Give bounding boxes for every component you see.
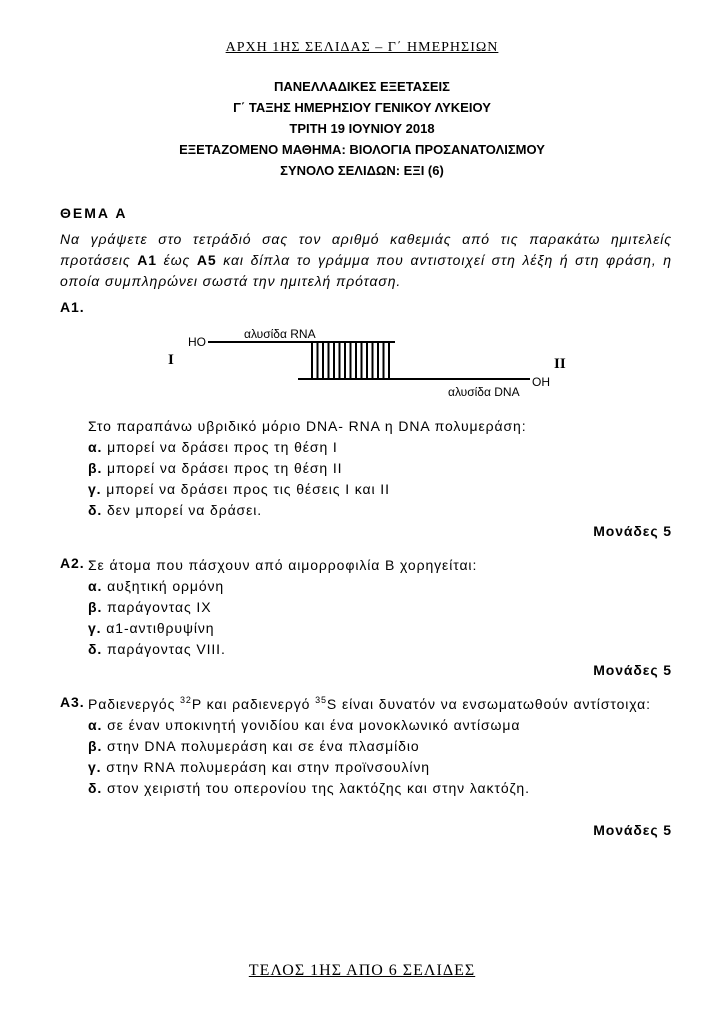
instructions: [60, 229, 672, 292]
title-line: ΤΡΙΤΗ 19 ΙΟΥΝΙΟΥ 2018: [289, 121, 435, 136]
option-text: παράγοντας VIII.: [106, 641, 226, 657]
option-text: μπορεί να δράσει προς τη θέση ΙΙ: [107, 460, 343, 476]
option-letter: β.: [88, 460, 103, 476]
marks-a1: Μονάδες 5: [593, 523, 672, 539]
position-ii-label: II: [554, 356, 566, 372]
marks-a3: Μονάδες 5: [593, 822, 672, 838]
instructions-text: Να γράψετε στο τετράδιό σας τον αριθμό καθεμιάς από τις παρακάτω ημιτελείς προτάσεις: [60, 231, 672, 268]
position-i-label: I: [168, 352, 174, 368]
isotope-mass-35: 35: [315, 695, 327, 705]
option-a1-b: [60, 458, 672, 479]
title-line: ΣΥΝΟΛΟ ΣΕΛΙΔΩΝ: ΕΞΙ (6): [280, 163, 444, 178]
option-text: α1-αντιθρυψίνη: [106, 620, 215, 636]
ho-label: HO: [188, 335, 206, 349]
option-a1-a: [60, 437, 672, 458]
dna-strand-label: αλυσίδα DNA: [448, 385, 520, 399]
option-text: στον χειριστή του οπερονίου της λακτόζης και στην λακτόζη.: [106, 780, 530, 796]
exam-title-block: [0, 76, 724, 181]
title-line: ΠΑΝΕΛΛΑΔΙΚΕΣ ΕΞΕΤΑΣΕΙΣ: [274, 79, 450, 94]
question-a2-label: Α2.: [60, 555, 85, 571]
option-text: μπορεί να δράσει προς τη θέση Ι: [107, 439, 338, 455]
theme-title: ΘΕΜΑ Α: [60, 205, 128, 221]
instructions-text: έως: [157, 252, 197, 268]
instructions-a5: Α5: [196, 252, 217, 268]
option-text: στην DNA πολυμεράση και σε ένα πλασμίδιο: [107, 738, 420, 754]
instructions-a1: Α1: [137, 252, 157, 268]
option-a2-a: [60, 576, 672, 597]
option-letter: δ.: [88, 502, 103, 518]
page-header: ΑΡΧΗ 1ΗΣ ΣΕΛΙΔΑΣ – Γ΄ ΗΜΕΡΗΣΙΩΝ: [225, 40, 499, 55]
question-a3-stem: [88, 694, 672, 715]
option-letter: δ.: [88, 641, 103, 657]
option-a2-d: [60, 639, 672, 660]
base-pair-rungs: [312, 342, 389, 379]
option-a1-d: [60, 500, 672, 521]
option-a3-a: [60, 715, 672, 736]
instructions-text: και δίπλα το γράμμα που αντιστοιχεί στη λέξη ή στη φράση, η οποία συμπληρώνει σωστά την ημιτελή πρόταση.: [60, 252, 672, 289]
option-letter: α.: [88, 717, 103, 733]
question-a2: [60, 555, 672, 681]
option-a3-c: [60, 757, 672, 778]
option-letter: γ.: [88, 759, 102, 775]
option-text: σε έναν υποκινητή γονιδίου και ένα μονοκλωνικό αντίσωμα: [107, 717, 521, 733]
page-footer: ΤΕΛΟΣ 1ΗΣ ΑΠΟ 6 ΣΕΛΙΔΕΣ: [248, 962, 476, 979]
option-text: στην RNA πολυμεράση και στην προϊνσουλίνη: [106, 759, 430, 775]
question-a1-stem: Στο παραπάνω υβριδικό μόριο DNA- RNA η DNA πολυμεράση:: [88, 418, 527, 434]
option-a3-d: [60, 778, 672, 799]
option-letter: δ.: [88, 780, 103, 796]
option-a1-c: [60, 479, 672, 500]
option-a3-b: [60, 736, 672, 757]
option-letter: α.: [88, 439, 103, 455]
option-letter: β.: [88, 599, 103, 615]
oh-label: OH: [532, 375, 550, 389]
option-letter: β.: [88, 738, 103, 754]
option-letter: γ.: [88, 481, 102, 497]
title-line: Γ΄ ΤΑΞΗΣ ΗΜΕΡΗΣΙΟΥ ΓΕΝΙΚΟΥ ΛΥΚΕΙΟΥ: [233, 100, 491, 115]
option-letter: γ.: [88, 620, 102, 636]
question-a2-stem: Σε άτομα που πάσχουν από αιμορροφιλία Β χορηγείται:: [88, 557, 478, 573]
rna-strand-label: αλυσίδα RNA: [244, 327, 316, 341]
stem-text: S είναι δυνατόν να ενσωματωθούν αντίστοιχα:: [326, 696, 651, 712]
option-a2-b: [60, 597, 672, 618]
option-text: μπορεί να δράσει προς τις θέσεις Ι και ΙΙ: [106, 481, 390, 497]
option-text: παράγοντας ΙΧ: [107, 599, 212, 615]
stem-text: P και ραδιενεργό: [191, 696, 316, 712]
stem-text: Ραδιενεργός: [88, 696, 181, 712]
question-a1-label: Α1.: [60, 299, 85, 315]
option-text: δεν μπορεί να δράσει.: [106, 502, 263, 518]
option-text: αυξητική ορμόνη: [107, 578, 225, 594]
question-a3-label: Α3.: [60, 694, 85, 710]
question-a3: [60, 694, 672, 841]
hybrid-molecule-diagram: [160, 326, 580, 400]
marks-a2: Μονάδες 5: [593, 662, 672, 678]
isotope-mass-32: 32: [180, 695, 192, 705]
title-line: ΕΞΕΤΑΖΟΜΕΝΟ ΜΑΘΗΜΑ: ΒΙΟΛΟΓΙΑ ΠΡΟΣΑΝΑΤΟΛΙΣΜΟΥ: [179, 142, 545, 157]
option-letter: α.: [88, 578, 103, 594]
question-a1: [60, 416, 672, 542]
option-a2-c: [60, 618, 672, 639]
